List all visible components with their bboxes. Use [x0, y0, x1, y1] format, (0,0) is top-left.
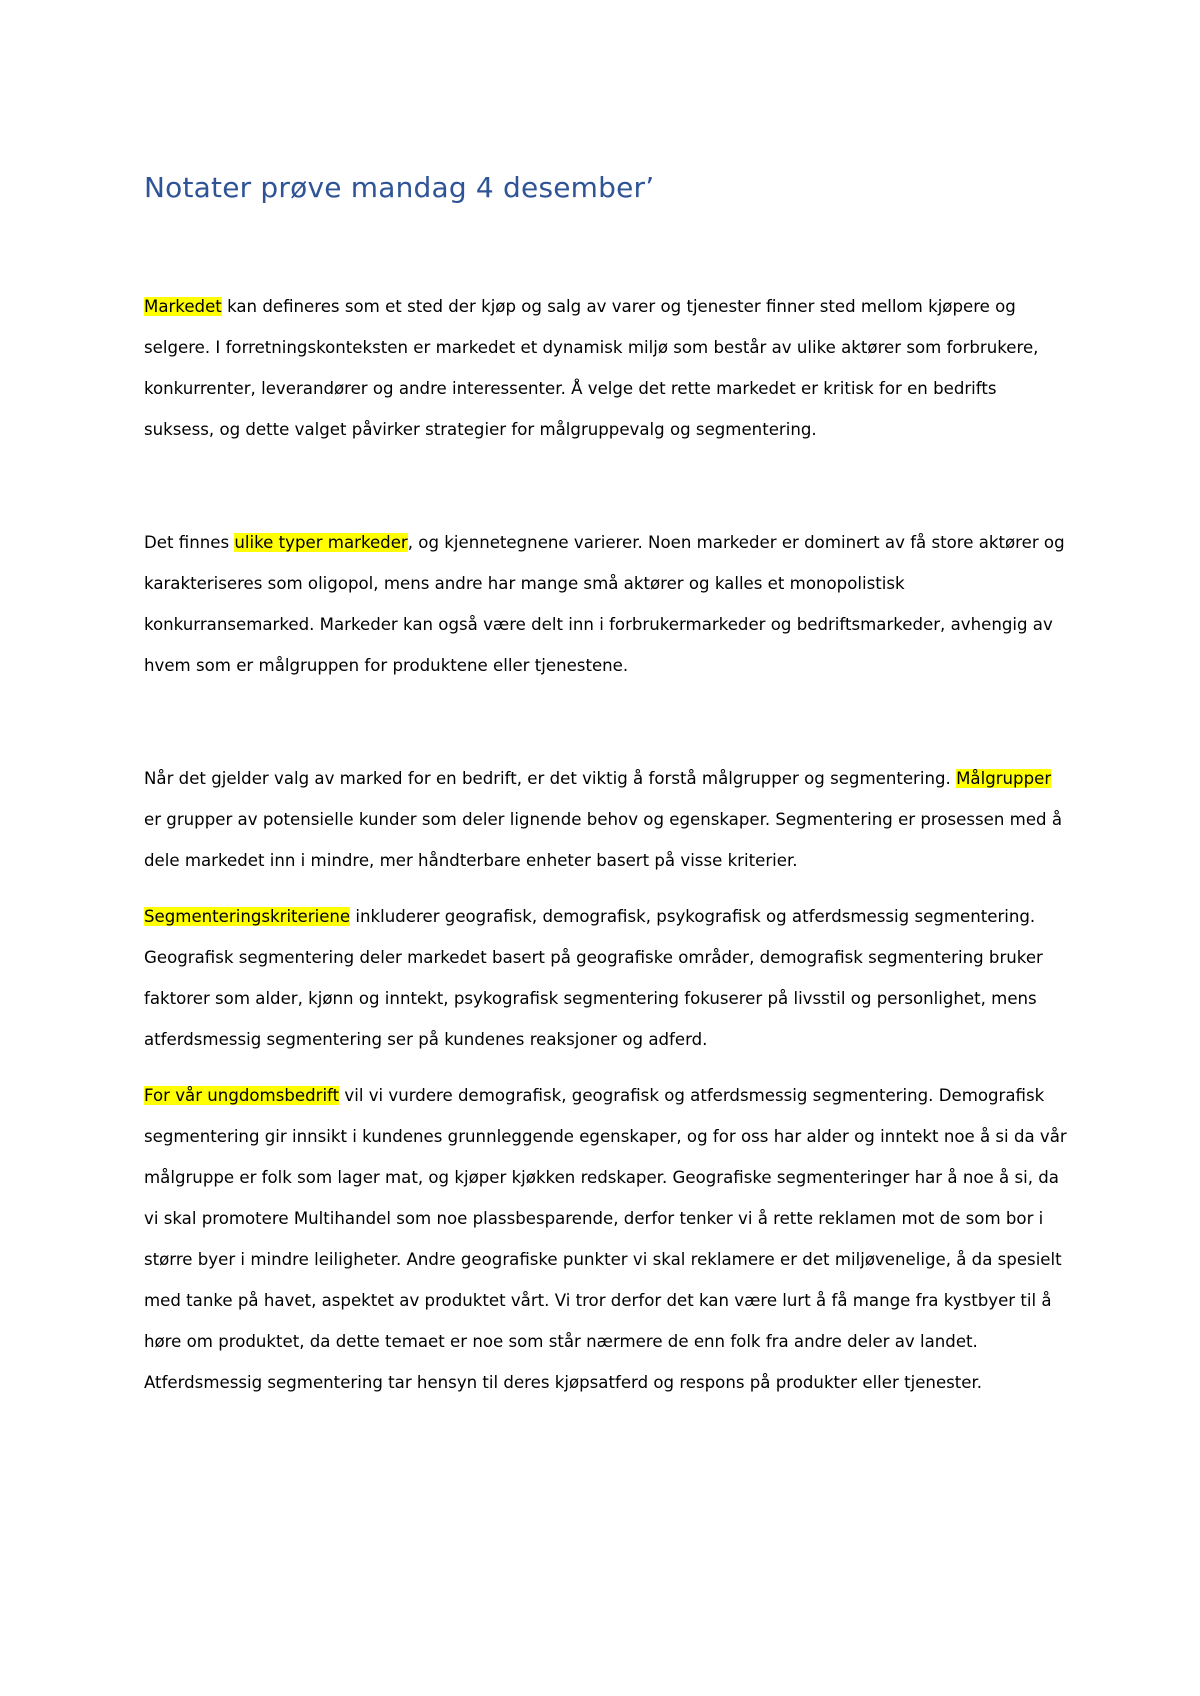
- document-title: Notater prøve mandag 4 desember’: [144, 171, 655, 204]
- paragraph-spacer: [144, 1060, 1069, 1075]
- paragraph-spacer: [144, 450, 1069, 522]
- paragraph-text: er grupper av potensielle kunder som deler lignende behov og egenskaper. Segmentering er prosessen med å dele markedet inn i mindre, mer håndterbare enheter basert på visse kriterier.: [144, 810, 1063, 870]
- highlight-ungdomsbedrift: For vår ungdomsbedrift: [144, 1086, 340, 1105]
- paragraph-text: inkluderer geografisk, demografisk, psykografisk og atferdsmessig segmentering. Geografisk segmentering deler markedet basert på geografiske områder, demografisk segmentering bruker faktorer som alder, kjønn og inntekt, psykografisk segmentering fokuserer på livsstil og personlighet, mens atferdsmessig segmentering ser på kundenes reaksjoner og adferd.: [144, 907, 1043, 1049]
- paragraph-segmenteringskriteriene: [144, 896, 1069, 1060]
- paragraph-text: vil vi vurdere demografisk, geografisk og atferdsmessig segmentering. Demografisk segmentering gir innsikt i kundenes grunnleggende egenskaper, og for oss har alder og inntekt noe å si da vår målgruppe er folk som lager mat, og kjøper kjøkken redskaper. Geografiske segmenteringer har å noe å si, da vi skal promotere Multihandel som noe plassbesparende, derfor tenker vi å rette reklamen mot de som bor i større byer i mindre leiligheter. Andre geografiske punkter vi skal reklamere er det miljøvenelige, å da spesielt med tanke på havet, aspektet av produktet vårt. Vi tror derfor det kan være lurt å få mange fra kystbyer til å høre om produktet, da dette temaet er noe som står nærmere de enn folk fra andre deler av landet. Atferdsmessig segmentering tar hensyn til deres kjøpsatferd og respons på produkter eller tjenester.: [144, 1086, 1067, 1392]
- highlight-ulike-typer-markeder: ulike typer markeder: [234, 533, 408, 552]
- paragraph-text: , og kjennetegnene varierer. Noen markeder er dominert av få store aktører og karakteriseres som oligopol, mens andre har mange små aktører og kalles et monopolistisk konkurransemarked. Markeder kan også være delt inn i forbrukermarkeder og bedriftsmarkeder, avhengig av hvem som er målgruppen for produktene eller tjenestene.: [144, 533, 1065, 675]
- highlight-segmenteringskriteriene: Segmenteringskriteriene: [144, 907, 351, 926]
- paragraph-typer-markeder: [144, 522, 1069, 686]
- paragraph-spacer: [144, 686, 1069, 758]
- highlight-markedet: Markedet: [144, 297, 222, 316]
- paragraph-text-before: Når det gjelder valg av marked for en bedrift, er det viktig å forstå målgrupper og segmentering.: [144, 769, 957, 788]
- paragraph-markedet: [144, 286, 1069, 450]
- paragraph-ungdomsbedrift: [144, 1075, 1069, 1403]
- paragraph-text-before: Det finnes: [144, 533, 235, 552]
- paragraph-spacer: [144, 881, 1069, 896]
- paragraph-malgrupper: [144, 758, 1069, 881]
- highlight-malgrupper: Målgrupper: [956, 769, 1052, 788]
- document-body: [144, 164, 1069, 1403]
- paragraph-text: kan defineres som et sted der kjøp og salg av varer og tjenester finner sted mellom kjøpere og selgere. I forretningskonteksten er markedet et dynamisk miljø som består av ulike aktører som forbrukere, konkurrenter, leverandører og andre interessenter. Å velge det rette markedet er kritisk for en bedrifts suksess, og dette valget påvirker strategier for målgruppevalg og segmentering.: [144, 297, 1039, 439]
